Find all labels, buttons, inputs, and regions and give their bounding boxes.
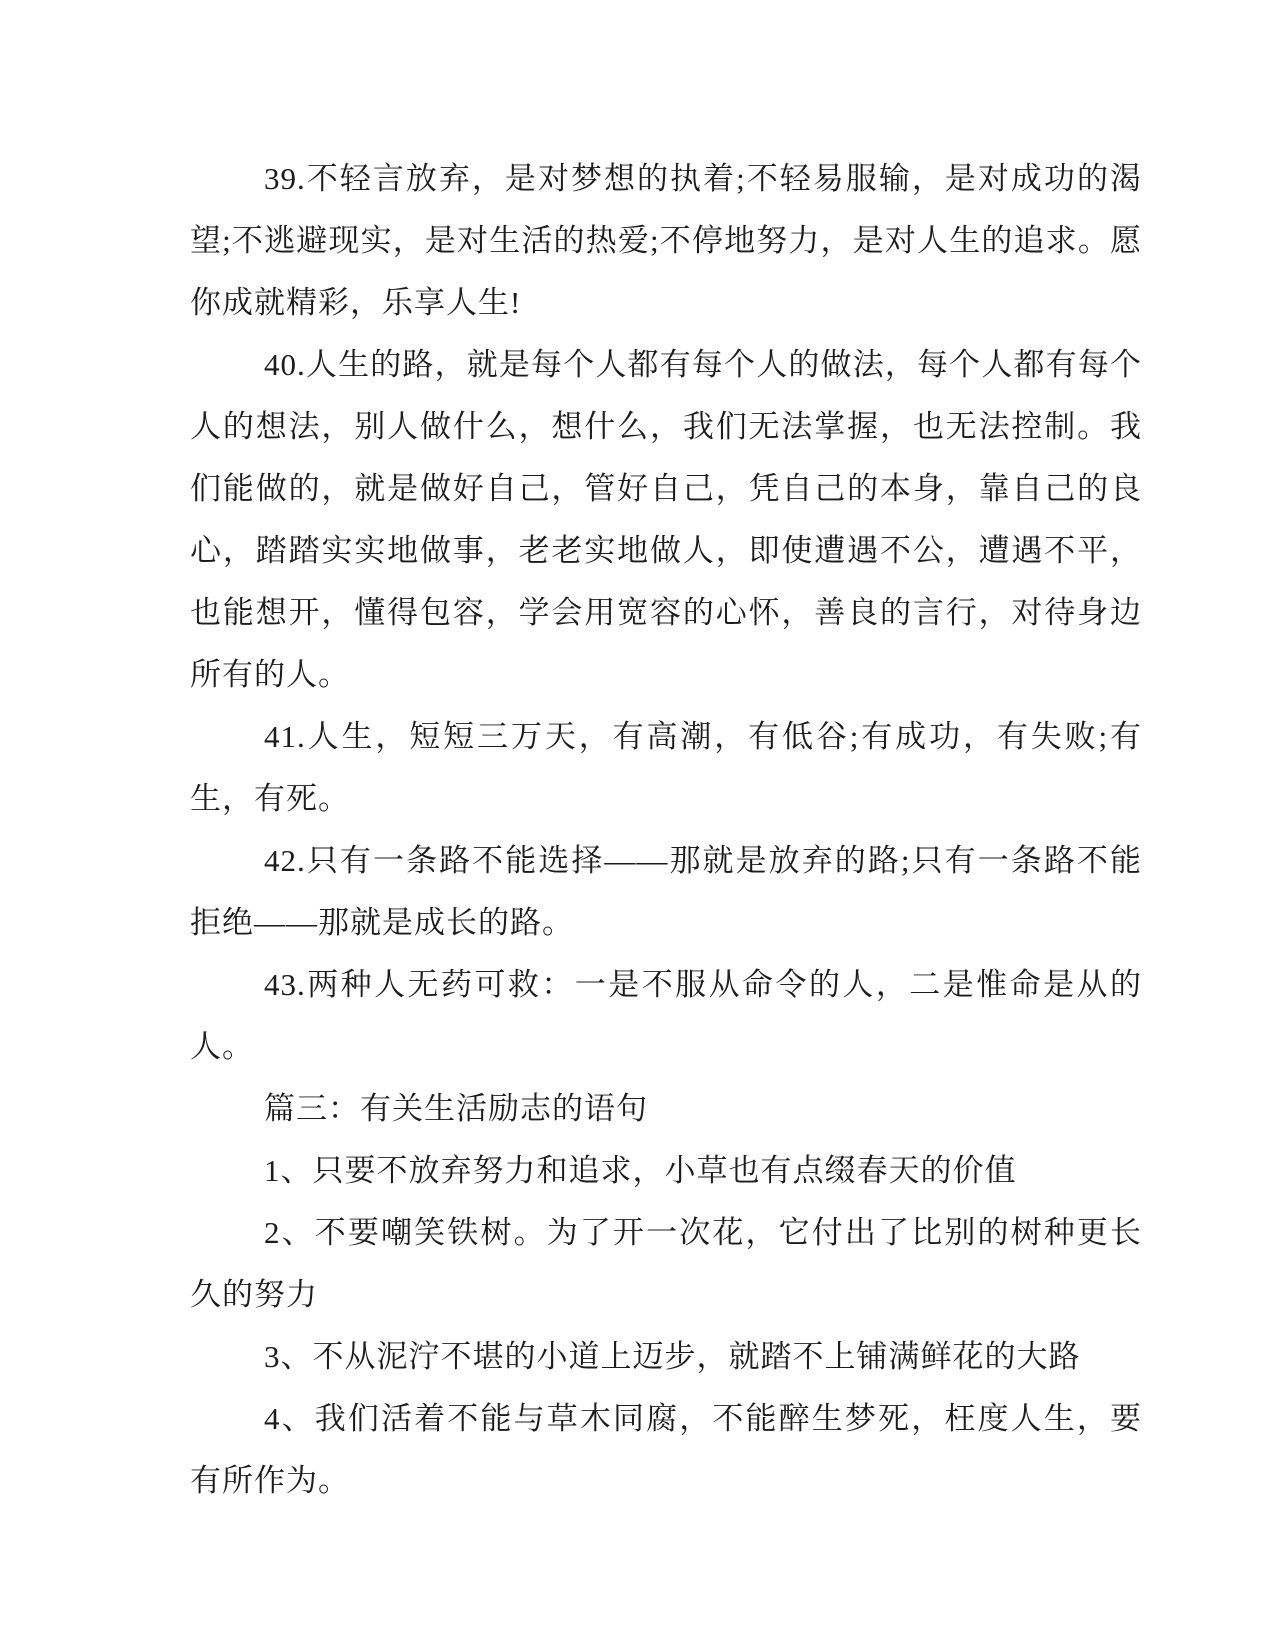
- section-heading-pian3: 篇三：有关生活励志的语句: [264, 1091, 648, 1126]
- quote-paragraph-41: 41.人生，短短三万天，有高潮，有低谷;有成功，有失败;有生，有死。: [190, 719, 1142, 816]
- list-item-3: 3、不从泥泞不堪的小道上迈步，就踏不上铺满鲜花的大路: [264, 1339, 1081, 1374]
- list-item-1: 1、只要不放弃努力和追求，小草也有点缀春天的价值: [264, 1153, 1017, 1188]
- document-text-column: [190, 148, 1142, 1512]
- quote-paragraph-42: 42.只有一条路不能选择——那就是放弃的路;只有一条路不能拒绝——那就是成长的路。: [190, 843, 1142, 940]
- quote-paragraph-40: 40.人生的路，就是每个人都有每个人的做法，每个人都有每个人的想法，别人做什么，想什么，我们无法掌握，也无法控制。我们能做的，就是做好自己，管好自己，凭自己的本身，靠自己的良心，踏踏实实地做事，老老实地做人，即使遭遇不公，遭遇不平，也能想开，懂得包容，学会用宽容的心怀，善良的言行，对待身边所有的人。: [190, 347, 1142, 692]
- list-item-2: 2、不要嘲笑铁树。为了开一次花，它付出了比别的树种更长久的努力: [190, 1215, 1142, 1312]
- quote-paragraph-43: 43.两种人无药可救：一是不服从命令的人，二是惟命是从的人。: [190, 967, 1142, 1064]
- list-item-4: 4、我们活着不能与草木同腐，不能醉生梦死，枉度人生，要有所作为。: [190, 1401, 1142, 1498]
- quote-paragraph-39: 39.不轻言放弃，是对梦想的执着;不轻易服输，是对成功的渴望;不逃避现实，是对生活的热爱;不停地努力，是对人生的追求。愿你成就精彩，乐享人生!: [190, 161, 1142, 320]
